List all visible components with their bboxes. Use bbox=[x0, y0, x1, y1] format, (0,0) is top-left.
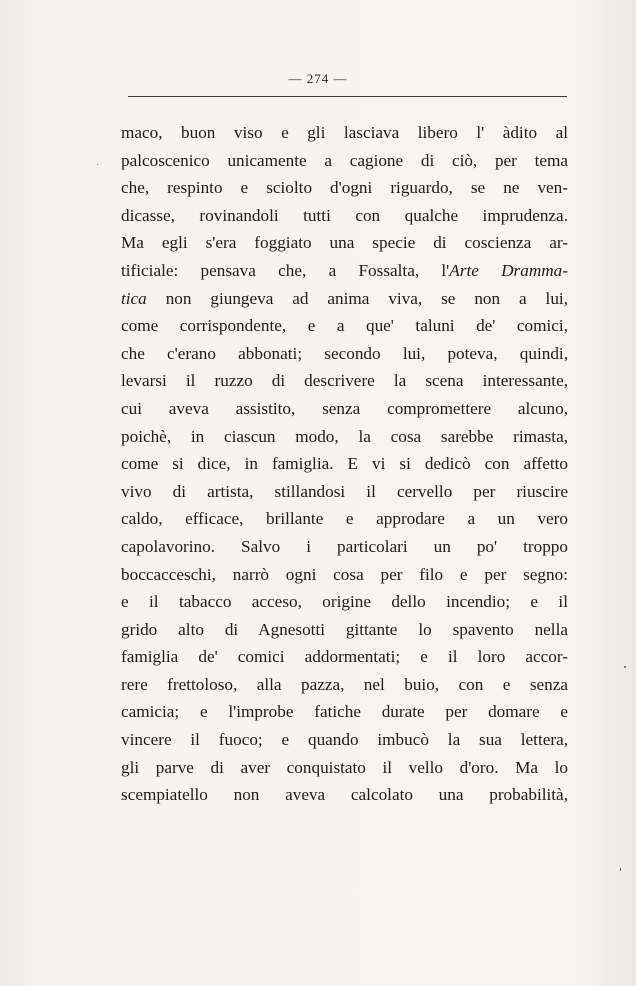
text-line: dicasse, rovinandoli tutti con qualche imprudenza. bbox=[121, 205, 568, 225]
text-run: non giungeva ad anima viva, se non a lui, bbox=[146, 288, 568, 308]
text-line: cui aveva assistito, senza compromettere alcuno, bbox=[121, 398, 568, 418]
italic-title-text: tica bbox=[121, 288, 147, 308]
text-line: camicia; e l'improbe fatiche durate per domare e bbox=[121, 702, 568, 722]
print-speck bbox=[624, 666, 626, 668]
print-speck bbox=[620, 868, 621, 871]
text-line: come si dice, in famiglia. E vi si dedicò con affetto bbox=[121, 454, 568, 474]
text-line bbox=[121, 257, 568, 285]
text-line: vivo di artista, stillandosi il cervello per riuscire bbox=[121, 481, 568, 501]
text-line: che, respinto e sciolto d'ogni riguardo, se ne ven- bbox=[121, 178, 568, 198]
text-line: levarsi il ruzzo di descrivere la scena interessante, bbox=[121, 371, 568, 391]
text-line: poichè, in ciascun modo, la cosa sarebbe rimasta, bbox=[121, 426, 568, 446]
text-line bbox=[121, 285, 568, 313]
italic-title-text: Arte Dramma- bbox=[449, 260, 568, 280]
text-run: tificiale: pensava che, a Fossalta, l' bbox=[121, 260, 450, 280]
print-speck bbox=[97, 164, 98, 165]
page-number: — 274 — bbox=[288, 71, 348, 86]
text-line: e il tabacco acceso, origine dello incendio; e il bbox=[121, 592, 568, 612]
text-line: come corrispondente, e a que' taluni de' comici, bbox=[121, 316, 568, 336]
text-line: scempiatello non aveva calcolato una probabilità, bbox=[121, 785, 568, 805]
text-line: maco, buon viso e gli lasciava libero l' àdito al bbox=[121, 123, 568, 142]
text-line: che c'erano abbonati; secondo lui, poteva, quindi, bbox=[121, 343, 568, 363]
text-line: palcoscenico unicamente a cagione di ciò, per tema bbox=[121, 150, 568, 170]
text-line: gli parve di aver conquistato il vello d'oro. Ma lo bbox=[121, 757, 568, 777]
text-line: grido alto di Agnesotti gittante lo spavento nella bbox=[121, 619, 568, 639]
text-line: famiglia de' comici addormentati; e il loro accor- bbox=[121, 647, 568, 667]
text-line: Ma egli s'era foggiato una specie di coscienza ar- bbox=[121, 233, 568, 253]
header-rule bbox=[128, 96, 567, 97]
text-line: boccacceschi, narrò ogni cosa per filo e per segno: bbox=[121, 564, 568, 584]
text-line: caldo, efficace, brillante e approdare a un vero bbox=[121, 509, 568, 529]
text-line: vincere il fuoco; e quando imbucò la sua lettera, bbox=[121, 730, 568, 750]
text-line: capolavorino. Salvo i particolari un po' troppo bbox=[121, 536, 568, 556]
text-line: rere frettoloso, alla pazza, nel buio, con e senza bbox=[121, 674, 568, 694]
body-text bbox=[121, 119, 568, 809]
